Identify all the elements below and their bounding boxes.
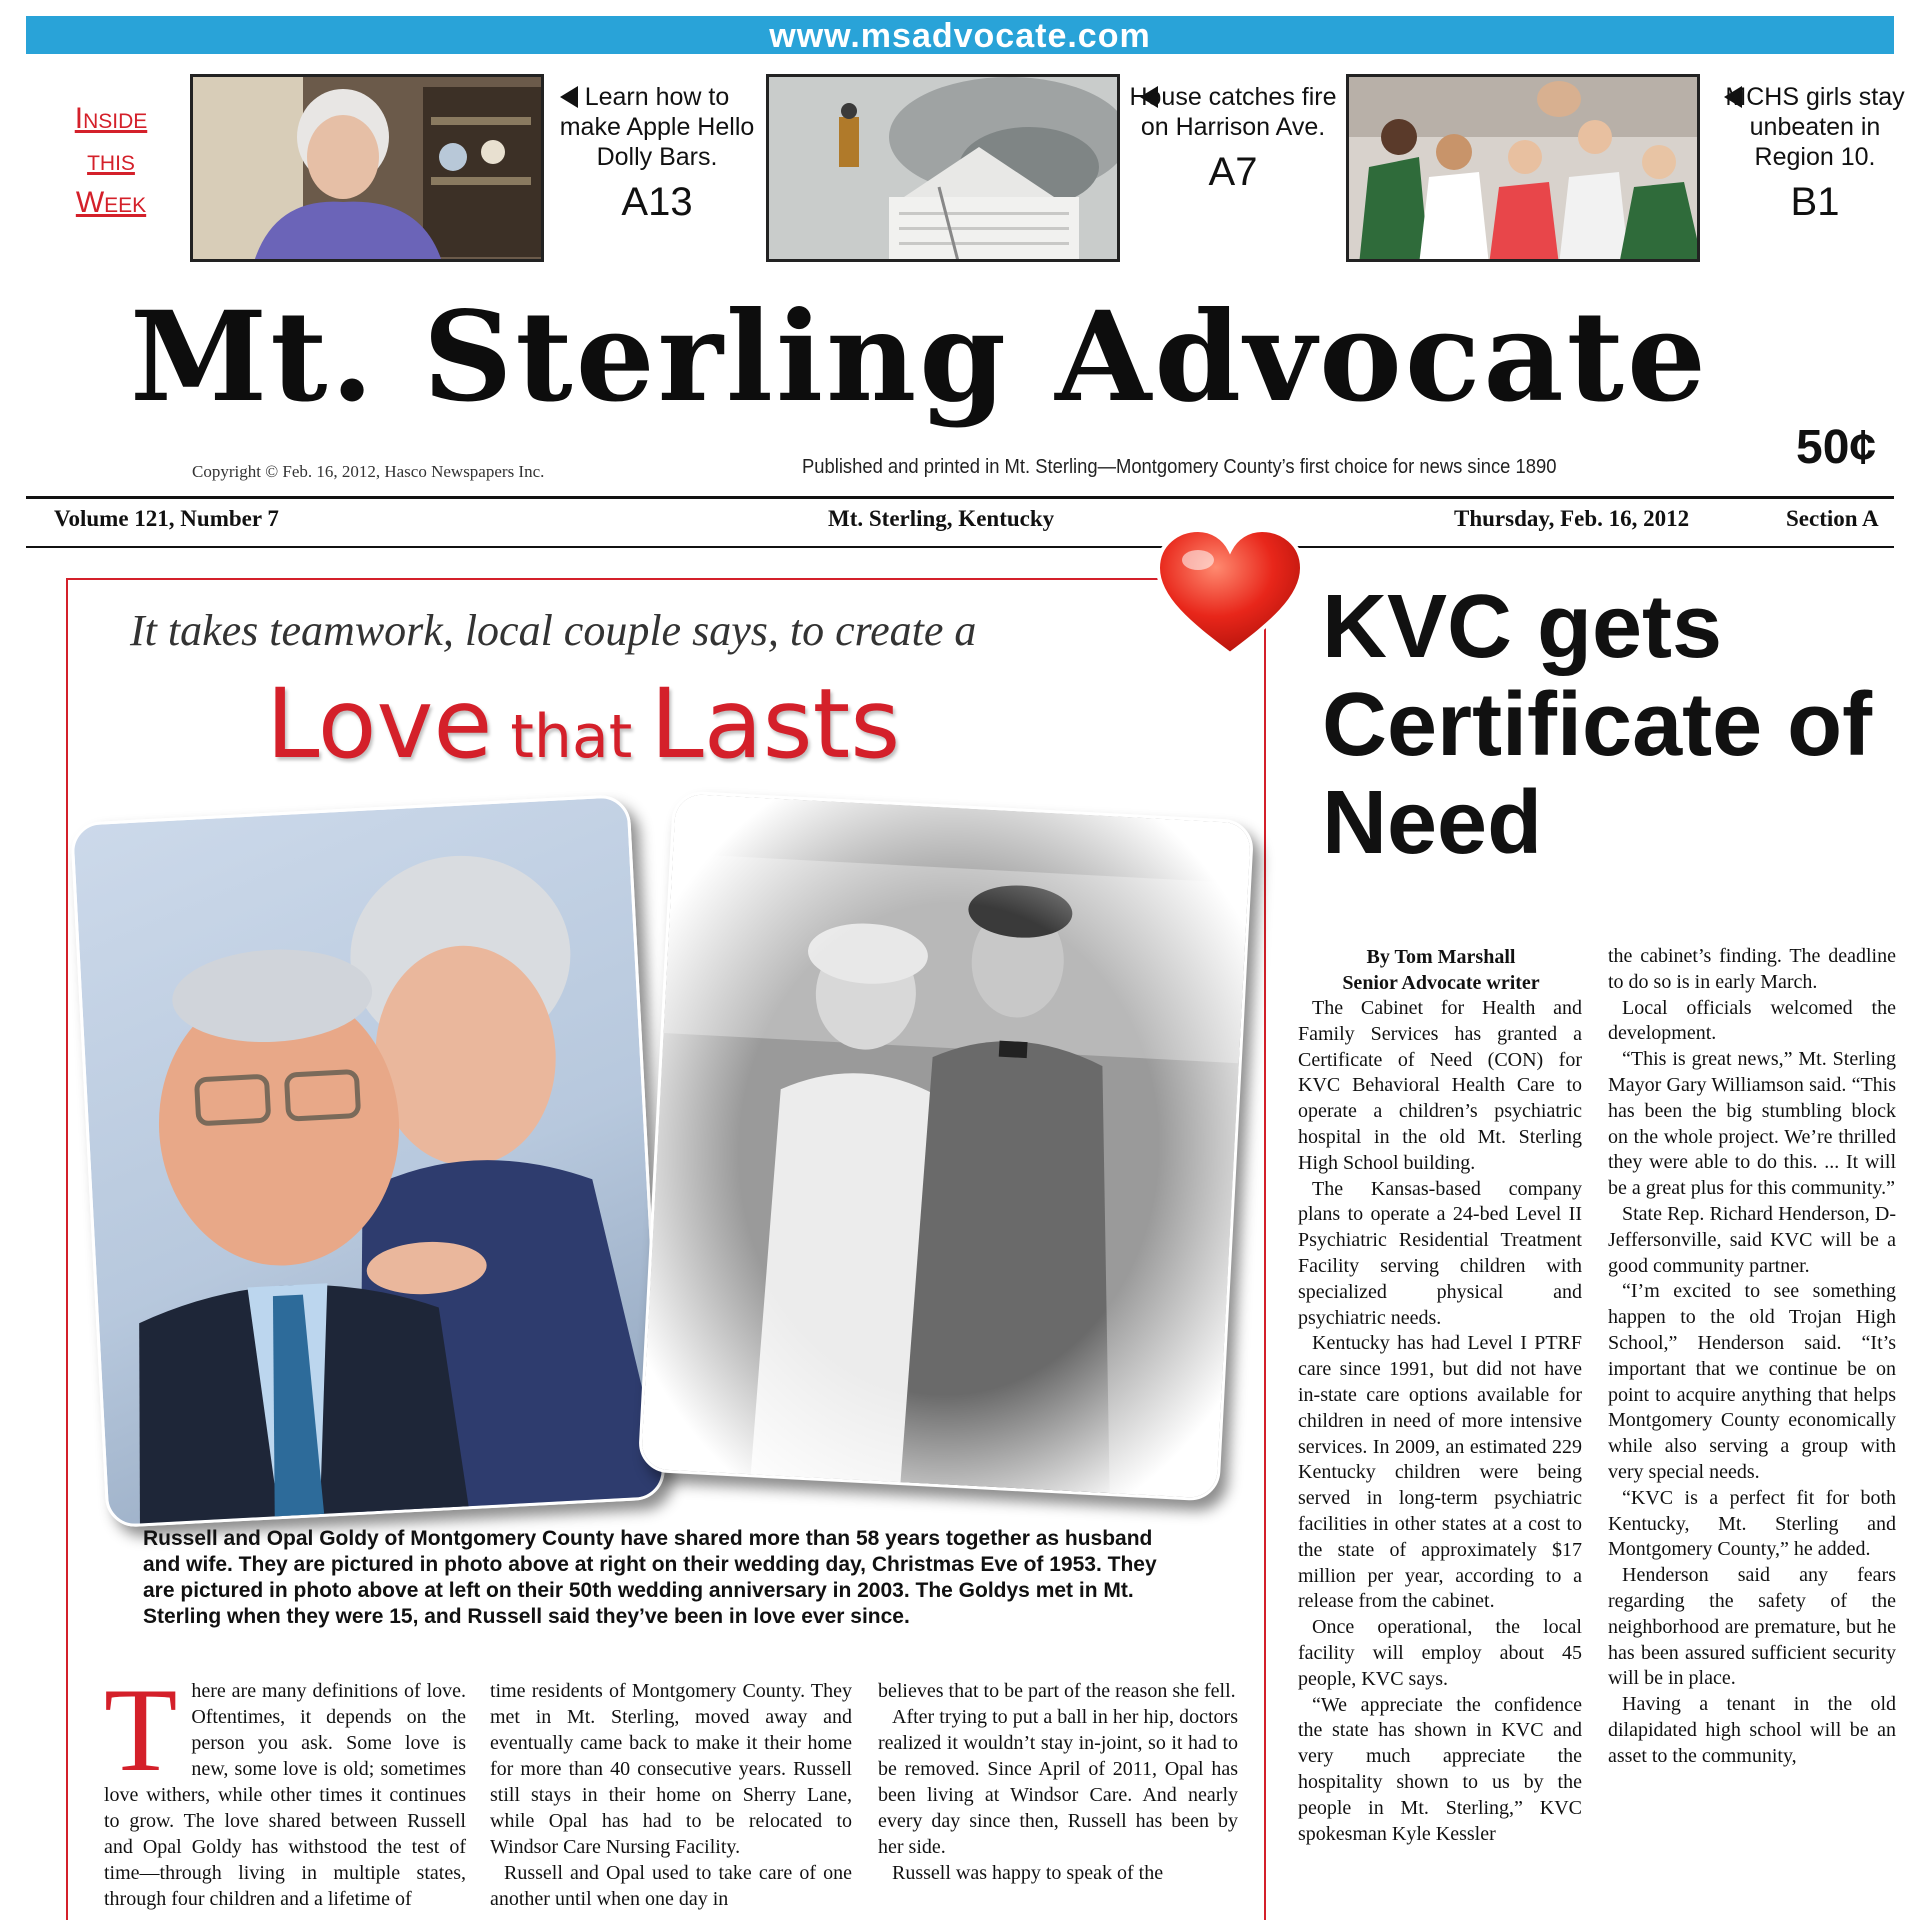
teaser-fire-text: House catches fire on Harrison Ave. (1129, 83, 1337, 141)
feature-col1-text: here are many definitions of love. Oftentimes, it depends on the person you ask. Some love is new, some love is old; sometimes love withers, while other times it continues to grow. The love shared between Russell and Opal Goldy has withstood the test of time—through living in multiple states, through four children and a lifetime of (104, 1680, 466, 1910)
headline-word-love: Love (266, 668, 493, 780)
kvc-left-p4: Once operational, the local facility will employ about 45 people, KVC says. (1298, 1616, 1582, 1690)
feature-kicker: It takes teamwork, local couple says, to create a (130, 606, 977, 655)
house-fire-image (769, 77, 1120, 262)
price-tag: 50¢ (1796, 421, 1877, 474)
copyright-line: Copyright © Feb. 16, 2012, Hasco Newspapers Inc. (192, 462, 545, 481)
masthead-rule-bottom (26, 546, 1894, 548)
feature-col2-p2: Russell and Opal used to take care of one another until when one day in (490, 1862, 852, 1910)
kvc-right-p1: the cabinet’s finding. The deadline to do so is in early March. (1608, 945, 1896, 993)
masthead-rule-top (26, 496, 1894, 499)
drop-cap: T (104, 1663, 178, 1796)
byline-title: Senior Advocate writer (1342, 972, 1540, 994)
feature-col3-p2: After trying to put a ball in her hip, doctors realized it wouldn’t stay in-joint, so it had to be removed. Since April of 2011, Opal has been living at Windsor Care. And nearly every day since then, Russell has been by her side. (878, 1706, 1238, 1858)
inside-word-3: Week (75, 186, 147, 219)
newspaper-masthead: Mt. Sterling Advocate (130, 285, 1709, 430)
teaser-recipe[interactable] (552, 82, 762, 228)
kvc-byline (1298, 944, 1584, 996)
kvc-column-2 (1608, 944, 1896, 1770)
kvc-right-p2: Local officials welcomed the development. (1608, 996, 1896, 1045)
anniversary-photo[interactable] (70, 794, 666, 1528)
teaser-basketball[interactable] (1710, 82, 1920, 228)
kvc-right-p5: “I’m excited to see something happen to the old Trojan High School,” Henderson said. “It’s important that we continue be on point to acquire anything that helps Montgomery County economically while also serving a group with very special needs. (1608, 1280, 1896, 1483)
couple-wedding-image (640, 793, 1254, 1501)
woman-portrait-image (193, 77, 544, 262)
section-label: Section A (1786, 506, 1879, 531)
teaser-fire[interactable] (1128, 82, 1338, 198)
kvc-right-p4: State Rep. Richard Henderson, D-Jeffersonville, said KVC will be a good community partner. (1608, 1202, 1896, 1277)
feature-col2-p1: time residents of Montgomery County. They met in Mt. Sterling, moved away and eventually came back to make it their home for more than 40 consecutive years. Russell still stays in their home on Sherry Lane, while Opal has had to be relocated to Windsor Care Nursing Facility. (490, 1680, 852, 1858)
basketball-game-image (1349, 77, 1700, 262)
inside-word-1: Inside (74, 102, 148, 135)
couple-anniversary-image (73, 797, 666, 1529)
feature-column-1 (104, 1663, 466, 1912)
feature-column-3 (878, 1678, 1238, 1886)
kvc-left-p3: Kentucky has had Level I PTRF care since 1991, but did not have in-state care options available for children in need of more intensive services. In 2009, an estimated 229 Kentucky children were being served in long-term psychiatric facilities in other states at a cost to the state of approximately $17 million per year, according to a release from the cabinet. (1298, 1332, 1582, 1613)
teaser-fire-page: A7 (1208, 150, 1258, 194)
feature-column-2 (490, 1678, 852, 1912)
kvc-left-p2: The Kansas-based company plans to operate a 24-bed Level II Psychiatric Residential Treatment Facility serving children with specialized physical and psychiatric needs. (1298, 1177, 1582, 1329)
photo-caption: Russell and Opal Goldy of Montgomery County have shared more than 58 years together as husband and wife. They are pictured in photo above at right on their wedding day, Christmas Eve of 1953. They are pictured in photo above at left on their 50th wedding anniversary in 2003. The Goldys met in Mt. Sterling when they were 15, and Russell said they’ve been in love ever since. (143, 1527, 1157, 1628)
teaser-photo-fire[interactable] (766, 74, 1120, 262)
teaser-photo-recipe[interactable] (190, 74, 544, 262)
volume-number: Volume 121, Number 7 (54, 506, 279, 531)
heart-icon (1150, 524, 1310, 664)
issue-date: Thursday, Feb. 16, 2012 (1454, 506, 1690, 531)
wedding-photo[interactable] (638, 790, 1255, 1502)
feature-col3-p3: Russell was happy to speak of the (892, 1862, 1164, 1884)
teaser-recipe-page: A13 (621, 180, 693, 224)
feature-col3-p1: believes that to be part of the reason she fell. (878, 1680, 1236, 1702)
teaser-photo-basketball[interactable] (1346, 74, 1700, 262)
kvc-right-p7: Henderson said any fears regarding the safety of the neighborhood are premature, but he has been assured sufficient security will be in place. (1608, 1564, 1896, 1690)
kvc-right-p3: “This is great news,” Mt. Sterling Mayor Gary Williamson said. “This has been the big stumbling block on the whole project. We’re thrilled they were able to do this. ... It will be a great plus for this community.” (1608, 1048, 1896, 1200)
kvc-left-p5: “We appreciate the confidence the state has shown in KVC and very much appreciate the hospitality shown to us by the people in Mt. Sterling,” KVC spokesman Kyle Kessler (1298, 1693, 1582, 1845)
byline-author: By Tom Marshall (1366, 946, 1516, 968)
inside-this-week-label (46, 98, 176, 224)
published-tagline: Published and printed in Mt. Sterling—Montgomery County’s first choice for news since 1890 (802, 456, 1557, 478)
headline-word-lasts: Lasts (650, 668, 901, 780)
kvc-headline: KVC gets Certificate of Need (1322, 577, 1873, 873)
kvc-column-1 (1298, 996, 1582, 1847)
headline-word-that: that (510, 702, 633, 772)
kvc-left-p1: The Cabinet for Health and Family Services has granted a Certificate of Need (CON) for KVC Behavioral Health Care to operate a children’s psychiatric hospital in the old Mt. Sterling High School building. (1298, 997, 1582, 1174)
teaser-recipe-text: Learn how to make Apple Hello Dolly Bars. (559, 83, 755, 171)
kvc-right-p6: “KVC is a perfect fit for both Kentucky, Mt. Sterling and Montgomery County,” he added. (1608, 1486, 1896, 1561)
inside-word-2: this (87, 144, 135, 177)
dateline-location: Mt. Sterling, Kentucky (828, 506, 1055, 531)
teaser-basketball-text: MCHS girls stay unbeaten in Region 10. (1725, 83, 1905, 171)
feature-headline (266, 668, 900, 780)
website-url-bar[interactable]: www.msadvocate.com (26, 16, 1894, 54)
teaser-basketball-page: B1 (1790, 180, 1840, 224)
kvc-right-p8: Having a tenant in the old dilapidated high school will be an asset to the community, (1608, 1693, 1896, 1767)
